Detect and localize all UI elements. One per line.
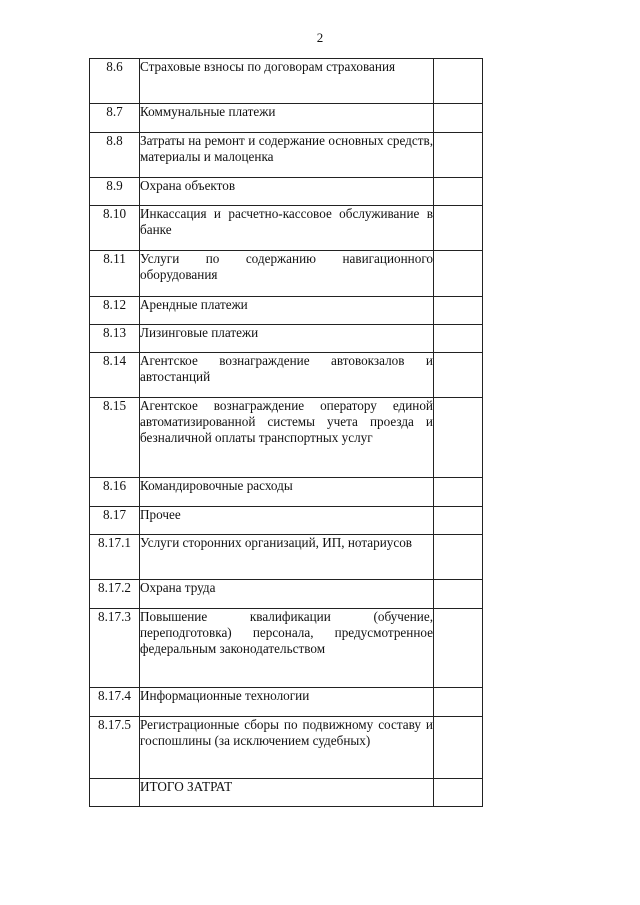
row-value xyxy=(434,104,483,133)
row-number: 8.17.2 xyxy=(90,580,140,609)
table-row xyxy=(90,133,483,178)
row-value xyxy=(434,353,483,398)
row-number: 8.11 xyxy=(90,251,140,297)
row-name: Агентское вознаграждение автовокзалов и автостанций xyxy=(140,353,434,398)
row-number: 8.9 xyxy=(90,178,140,206)
row-name: Прочее xyxy=(140,507,434,535)
row-number: 8.15 xyxy=(90,398,140,478)
row-value xyxy=(434,59,483,104)
row-value xyxy=(434,507,483,535)
row-value xyxy=(434,297,483,325)
row-number: 8.16 xyxy=(90,478,140,507)
row-name: Командировочные расходы xyxy=(140,478,434,507)
row-name: Регистрационные сборы по подвижному составу и госпошлины (за исключением судебных) xyxy=(140,717,434,779)
row-name: Страховые взносы по договорам страхования xyxy=(140,59,434,104)
table-row xyxy=(90,535,483,580)
row-value xyxy=(434,779,483,807)
row-number: 8.8 xyxy=(90,133,140,178)
cost-table xyxy=(89,58,483,807)
row-value xyxy=(434,580,483,609)
row-name: Агентское вознаграждение оператору единой автоматизированной системы учета проезда и безналичной оплаты транспортных услуг xyxy=(140,398,434,478)
page-number: 2 xyxy=(316,30,324,45)
row-number: 8.12 xyxy=(90,297,140,325)
table-row xyxy=(90,717,483,779)
row-value xyxy=(434,325,483,353)
row-number: 8.14 xyxy=(90,353,140,398)
row-name: Информационные технологии xyxy=(140,688,434,717)
row-number: 8.13 xyxy=(90,325,140,353)
row-value xyxy=(434,717,483,779)
row-value xyxy=(434,478,483,507)
table-row xyxy=(90,178,483,206)
row-value xyxy=(434,251,483,297)
row-name: Повышение квалификации (обучение, переподготовка) персонала, предусмотренное федеральным законодательством xyxy=(140,609,434,688)
table-row xyxy=(90,59,483,104)
row-value xyxy=(434,609,483,688)
table-row xyxy=(90,609,483,688)
row-name: Охрана труда xyxy=(140,580,434,609)
table-row xyxy=(90,478,483,507)
row-name: Инкассация и расчетно-кассовое обслуживание в банке xyxy=(140,206,434,251)
row-name: Охрана объектов xyxy=(140,178,434,206)
table-row xyxy=(90,688,483,717)
table-row xyxy=(90,104,483,133)
row-value xyxy=(434,178,483,206)
table-row xyxy=(90,325,483,353)
table-row xyxy=(90,297,483,325)
table-row xyxy=(90,353,483,398)
row-name: Затраты на ремонт и содержание основных средств, материалы и малоценка xyxy=(140,133,434,178)
row-name: Коммунальные платежи xyxy=(140,104,434,133)
row-value xyxy=(434,133,483,178)
table-row xyxy=(90,251,483,297)
table-row xyxy=(90,398,483,478)
row-number: 8.17.3 xyxy=(90,609,140,688)
table-row xyxy=(90,779,483,807)
row-name: Услуги по содержанию навигационного оборудования xyxy=(140,251,434,297)
row-value xyxy=(434,535,483,580)
row-number: 8.17 xyxy=(90,507,140,535)
row-value xyxy=(434,206,483,251)
row-name: Лизинговые платежи xyxy=(140,325,434,353)
row-name: Услуги сторонних организаций, ИП, нотариусов xyxy=(140,535,434,580)
row-number: 8.6 xyxy=(90,59,140,104)
row-value xyxy=(434,688,483,717)
row-value xyxy=(434,398,483,478)
row-number xyxy=(90,779,140,807)
table-row xyxy=(90,507,483,535)
row-number: 8.17.1 xyxy=(90,535,140,580)
row-number: 8.7 xyxy=(90,104,140,133)
row-number: 8.10 xyxy=(90,206,140,251)
row-name: Арендные платежи xyxy=(140,297,434,325)
table-row xyxy=(90,206,483,251)
total-label: ИТОГО ЗАТРАТ xyxy=(140,779,434,807)
row-number: 8.17.4 xyxy=(90,688,140,717)
table-row xyxy=(90,580,483,609)
row-number: 8.17.5 xyxy=(90,717,140,779)
